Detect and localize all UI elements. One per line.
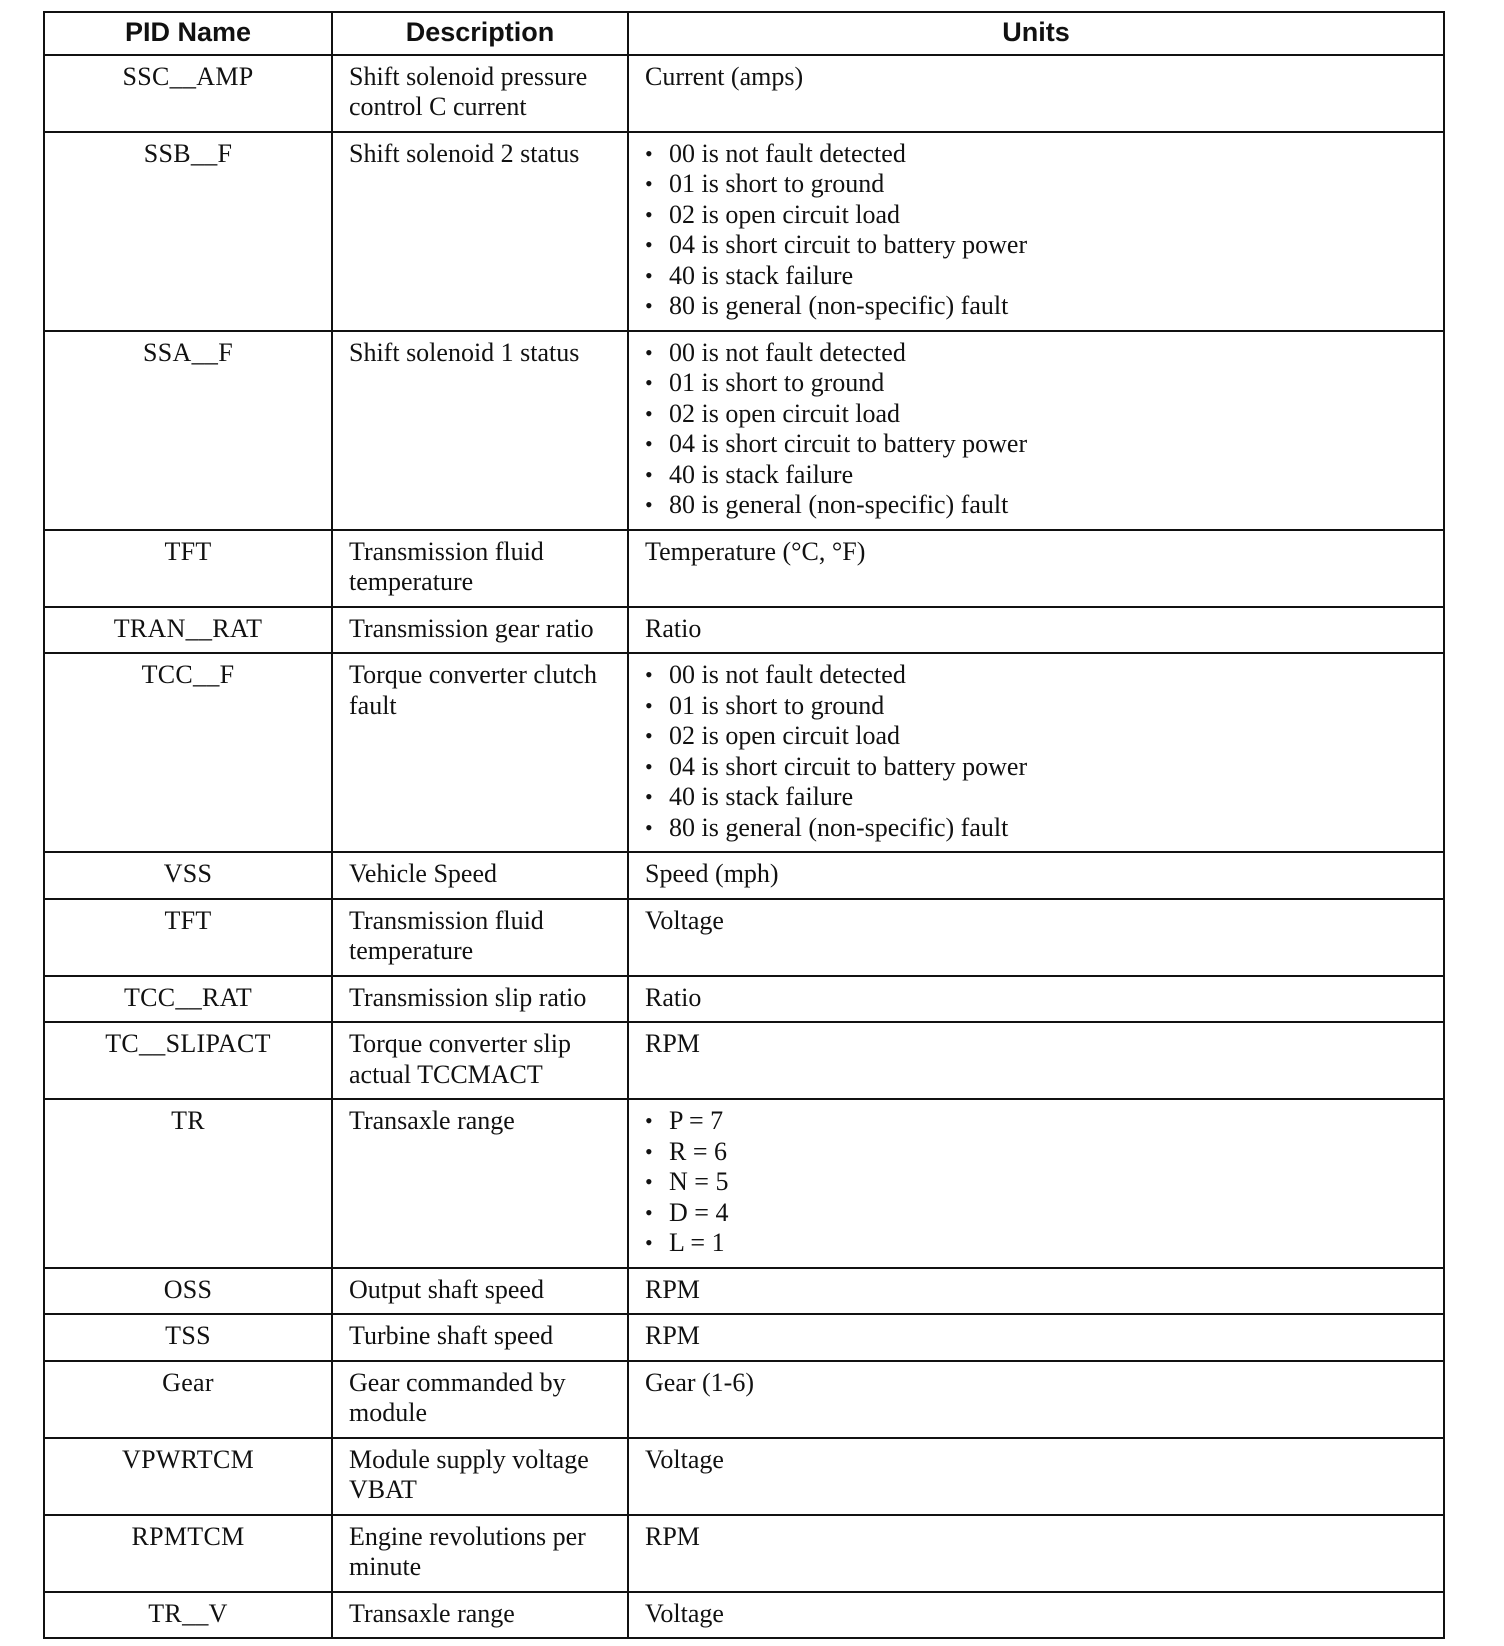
description-cell: Transmission fluid temperature (332, 899, 628, 976)
units-cell (628, 1022, 1444, 1099)
description-cell: Output shaft speed (332, 1268, 628, 1315)
table-row (44, 1099, 1444, 1268)
units-list-item: • 04 is short circuit to battery power (645, 230, 1427, 261)
units-list-item: • 02 is open circuit load (645, 721, 1427, 752)
units-list-item: • P = 7 (645, 1106, 1427, 1137)
description-cell: Module supply voltage VBAT (332, 1438, 628, 1515)
units-list-item: • 00 is not fault detected (645, 338, 1427, 369)
description-cell: Gear commanded by module (332, 1361, 628, 1438)
description-cell: Transmission gear ratio (332, 607, 628, 654)
units-list (645, 1106, 1427, 1259)
units-cell (628, 1361, 1444, 1438)
header-units: Units (628, 12, 1444, 55)
table-row (44, 653, 1444, 852)
table-row (44, 1361, 1444, 1438)
pid-name-cell: VSS (44, 852, 332, 899)
units-text: Speed (mph) (645, 859, 779, 888)
pid-name-cell: Gear (44, 1361, 332, 1438)
units-cell (628, 1515, 1444, 1592)
pid-name-cell: SSA__F (44, 331, 332, 530)
description-cell: Shift solenoid 1 status (332, 331, 628, 530)
header-description: Description (332, 12, 628, 55)
units-text: RPM (645, 1521, 700, 1551)
pid-name-cell: TFT (44, 530, 332, 607)
units-list-item: • 40 is stack failure (645, 460, 1427, 491)
table-row (44, 1515, 1444, 1592)
description-cell: Vehicle Speed (332, 852, 628, 899)
units-cell (628, 1592, 1444, 1639)
units-cell (628, 899, 1444, 976)
units-list-item: • 01 is short to ground (645, 169, 1427, 200)
units-list-item: • 00 is not fault detected (645, 660, 1427, 691)
units-list-item: • 02 is open circuit load (645, 200, 1427, 231)
units-cell (628, 852, 1444, 899)
description-cell: Torque converter clutch fault (332, 653, 628, 852)
table-row (44, 132, 1444, 331)
units-text: Voltage (645, 1444, 724, 1474)
table-row (44, 852, 1444, 899)
units-cell (628, 1268, 1444, 1315)
pid-name-cell: TSS (44, 1314, 332, 1361)
table-row (44, 1022, 1444, 1099)
units-list-item: • 80 is general (non-specific) fault (645, 490, 1427, 521)
description-cell: Transmission slip ratio (332, 976, 628, 1023)
units-list (645, 660, 1427, 843)
description-cell: Transaxle range (332, 1099, 628, 1268)
header-row (44, 12, 1444, 55)
table-row (44, 1438, 1444, 1515)
units-list-item: • R = 6 (645, 1137, 1427, 1168)
table-row (44, 1592, 1444, 1639)
units-cell (628, 976, 1444, 1023)
units-list-item: • 80 is general (non-specific) fault (645, 813, 1427, 844)
description-cell: Transaxle range (332, 1592, 628, 1639)
units-cell (628, 530, 1444, 607)
header-pid-name: PID Name (44, 12, 332, 55)
table-body (44, 55, 1444, 1639)
units-text: Temperature (°C, °F) (645, 536, 866, 566)
pid-name-cell: TRAN__RAT (44, 607, 332, 654)
units-cell (628, 331, 1444, 530)
units-list (645, 139, 1427, 322)
description-cell: Shift solenoid pressure control C current (332, 55, 628, 132)
units-text: RPM (645, 1274, 700, 1304)
units-cell (628, 607, 1444, 654)
units-text: Current (amps) (645, 61, 804, 91)
units-cell (628, 55, 1444, 132)
units-cell (628, 1099, 1444, 1268)
units-list-item: • L = 1 (645, 1228, 1427, 1259)
units-cell (628, 132, 1444, 331)
table-row (44, 607, 1444, 654)
units-list-item: • 00 is not fault detected (645, 139, 1427, 170)
units-text: Gear (1-6) (645, 1367, 754, 1397)
units-list-item: • N = 5 (645, 1167, 1427, 1198)
description-cell: Shift solenoid 2 status (332, 132, 628, 331)
units-text: RPM (645, 1029, 700, 1058)
units-list-item: • 40 is stack failure (645, 782, 1427, 813)
pid-name-cell: SSC__AMP (44, 55, 332, 132)
units-text: Voltage (645, 1598, 724, 1628)
units-list-item: • 80 is general (non-specific) fault (645, 291, 1427, 322)
pid-name-cell: TCC__F (44, 653, 332, 852)
units-cell (628, 1438, 1444, 1515)
table-row (44, 1268, 1444, 1315)
units-list-item: • 01 is short to ground (645, 368, 1427, 399)
description-cell: Torque converter slip actual TCCMACT (332, 1022, 628, 1099)
units-cell (628, 1314, 1444, 1361)
pid-name-cell: TR__V (44, 1592, 332, 1639)
table-row (44, 1314, 1444, 1361)
units-list (645, 338, 1427, 521)
table-row (44, 331, 1444, 530)
units-list-item: • 40 is stack failure (645, 261, 1427, 292)
pid-name-cell: OSS (44, 1268, 332, 1315)
units-list-item: • 04 is short circuit to battery power (645, 429, 1427, 460)
pid-name-cell: TC__SLIPACT (44, 1022, 332, 1099)
table-row (44, 530, 1444, 607)
units-list-item: • D = 4 (645, 1198, 1427, 1229)
description-cell: Transmission fluid temperature (332, 530, 628, 607)
pid-name-cell: SSB__F (44, 132, 332, 331)
table-row (44, 55, 1444, 132)
pid-name-cell: TCC__RAT (44, 976, 332, 1023)
pid-name-cell: TFT (44, 899, 332, 976)
table-row (44, 899, 1444, 976)
units-text: Ratio (645, 982, 702, 1012)
units-list-item: • 04 is short circuit to battery power (645, 752, 1427, 783)
pid-name-cell: RPMTCM (44, 1515, 332, 1592)
units-list-item: • 02 is open circuit load (645, 399, 1427, 430)
pid-name-cell: VPWRTCM (44, 1438, 332, 1515)
pid-name-cell: TR (44, 1099, 332, 1268)
units-text: Voltage (645, 905, 724, 935)
table-row (44, 976, 1444, 1023)
units-text: Ratio (645, 613, 702, 643)
pid-table (43, 11, 1445, 1639)
units-text: RPM (645, 1321, 700, 1350)
units-list-item: • 01 is short to ground (645, 691, 1427, 722)
description-cell: Engine revolutions per minute (332, 1515, 628, 1592)
description-cell: Turbine shaft speed (332, 1314, 628, 1361)
units-cell (628, 653, 1444, 852)
